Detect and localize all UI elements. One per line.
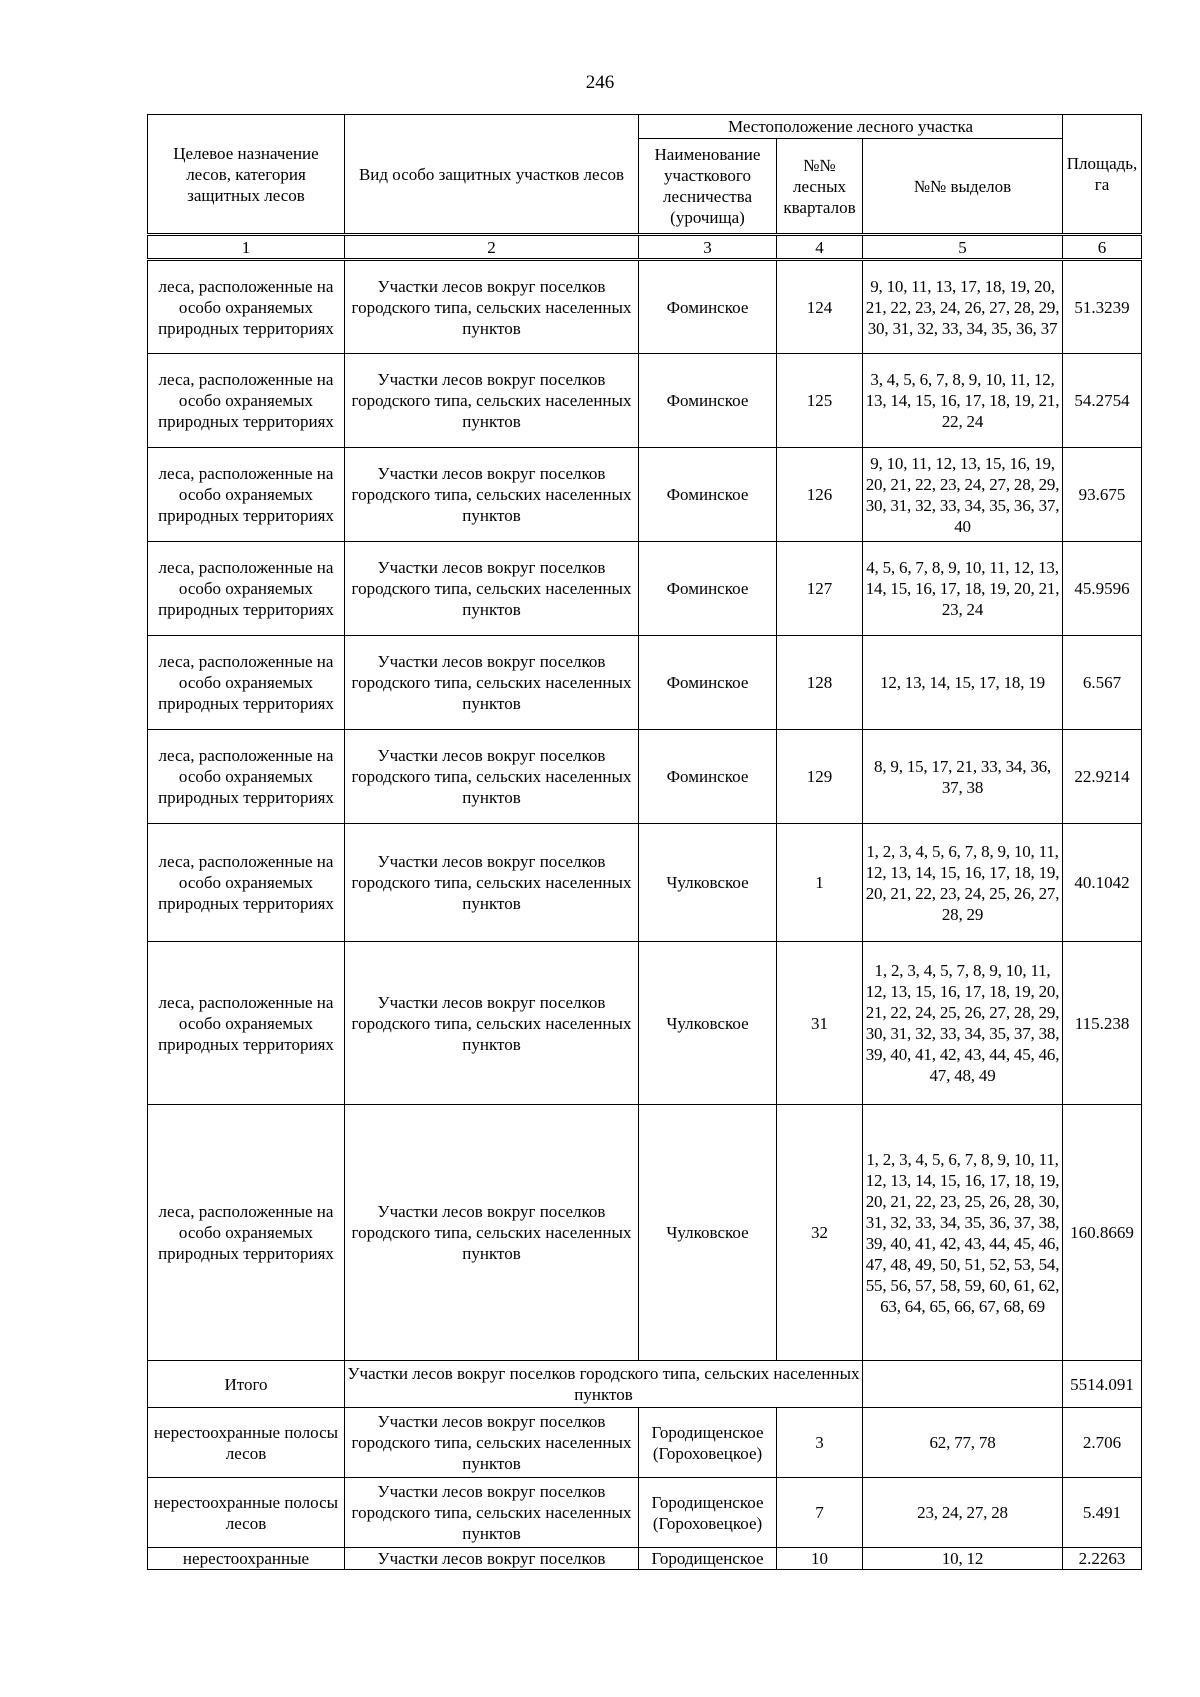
cell-area: 6.567 — [1063, 636, 1142, 730]
table-row — [148, 542, 1142, 636]
column-number: 2 — [345, 235, 639, 260]
cell-quarter: 129 — [777, 730, 863, 824]
cell-quarter: 3 — [777, 1408, 863, 1478]
cell-area: 2.706 — [1063, 1408, 1142, 1478]
cell-purpose: леса, расположенные на особо охраняемых природных территориях — [148, 942, 345, 1105]
table-row — [148, 1548, 1142, 1570]
cell-area: 40.1042 — [1063, 824, 1142, 942]
column-number: 3 — [639, 235, 777, 260]
cell-forestry: Чулковское — [639, 1105, 777, 1361]
table-row — [148, 824, 1142, 942]
cell-purpose: нерестоохранные полосы лесов — [148, 1408, 345, 1478]
cell-purpose: леса, расположенные на особо охраняемых природных территориях — [148, 824, 345, 942]
cell-total-label: Итого — [148, 1361, 345, 1408]
cell-purpose: леса, расположенные на особо охраняемых природных территориях — [148, 1105, 345, 1361]
cell-quarter: 125 — [777, 354, 863, 448]
header-location-group: Местоположение лесного участка — [639, 115, 1063, 139]
cell-area: 54.2754 — [1063, 354, 1142, 448]
cell-purpose: леса, расположенные на особо охраняемых природных территориях — [148, 542, 345, 636]
cell-quarter: 124 — [777, 260, 863, 354]
cell-forestry: Чулковское — [639, 942, 777, 1105]
cell-forestry: Фоминское — [639, 448, 777, 542]
cell-kind: Участки лесов вокруг поселков городского типа, сельских населенных пунктов — [345, 942, 639, 1105]
table-row — [148, 636, 1142, 730]
cell-purpose: леса, расположенные на особо охраняемых природных территориях — [148, 354, 345, 448]
cell-kind: Участки лесов вокруг поселков городского типа, сельских населенных пунктов — [345, 824, 639, 942]
cell-kind: Участки лесов вокруг поселков городского типа, сельских населенных пунктов — [345, 730, 639, 824]
cell-area: 5.491 — [1063, 1478, 1142, 1548]
header-area: Площадь, га — [1063, 115, 1142, 235]
cell-plots: 12, 13, 14, 15, 17, 18, 19 — [863, 636, 1063, 730]
cell-plots: 4, 5, 6, 7, 8, 9, 10, 11, 12, 13, 14, 15, 16, 17, 18, 19, 20, 21, 23, 24 — [863, 542, 1063, 636]
cell-quarter: 128 — [777, 636, 863, 730]
cell-purpose: леса, расположенные на особо охраняемых природных территориях — [148, 730, 345, 824]
cell-area: 22.9214 — [1063, 730, 1142, 824]
cell-kind: Участки лесов вокруг поселков городского типа, сельских населенных пунктов — [345, 1478, 639, 1548]
cell-area: 93.675 — [1063, 448, 1142, 542]
cell-plots: 1, 2, 3, 4, 5, 6, 7, 8, 9, 10, 11, 12, 13, 14, 15, 16, 17, 18, 19, 20, 21, 22, 23, 25, 26, 28, 30, 31, 32, 33, 34, 35, 36, 37, 38, 39, 40, 41, 42, 43, 44, 45, 46, 47, 48, 49, 50, 51, 52, 53, 54, 55, 56, 57, 58, 59, 60, 61, 62, 63, 64, 65, 66, 67, 68, 69 — [863, 1105, 1063, 1361]
cell-plots: 8, 9, 15, 17, 21, 33, 34, 36, 37, 38 — [863, 730, 1063, 824]
cell-total-area: 5514.091 — [1063, 1361, 1142, 1408]
cell-forestry: Фоминское — [639, 542, 777, 636]
header-quarter: №№ лесных кварталов — [777, 139, 863, 235]
table-row — [148, 1478, 1142, 1548]
cell-quarter: 7 — [777, 1478, 863, 1548]
header-purpose: Целевое назначение лесов, категория защитных лесов — [148, 115, 345, 235]
cell-forestry: Фоминское — [639, 260, 777, 354]
cell-area: 160.8669 — [1063, 1105, 1142, 1361]
column-number: 6 — [1063, 235, 1142, 260]
table-row — [148, 354, 1142, 448]
cell-purpose: леса, расположенные на особо охраняемых природных территориях — [148, 260, 345, 354]
total-row — [148, 1361, 1142, 1408]
cell-quarter: 1 — [777, 824, 863, 942]
cell-plots: 23, 24, 27, 28 — [863, 1478, 1063, 1548]
cell-plots: 9, 10, 11, 12, 13, 15, 16, 19, 20, 21, 22, 23, 24, 27, 28, 29, 30, 31, 32, 33, 34, 35, 36, 37, 40 — [863, 448, 1063, 542]
column-number: 1 — [148, 235, 345, 260]
cell-total-kind: Участки лесов вокруг поселков городского типа, сельских населенных пунктов — [345, 1361, 863, 1408]
cell-plots: 3, 4, 5, 6, 7, 8, 9, 10, 11, 12, 13, 14, 15, 16, 17, 18, 19, 21, 22, 24 — [863, 354, 1063, 448]
cell-quarter: 126 — [777, 448, 863, 542]
cell-plots: 1, 2, 3, 4, 5, 6, 7, 8, 9, 10, 11, 12, 13, 14, 15, 16, 17, 18, 19, 20, 21, 22, 23, 24, 25, 26, 27, 28, 29 — [863, 824, 1063, 942]
cell-kind: Участки лесов вокруг поселков городского типа, сельских населенных пунктов — [345, 354, 639, 448]
cell-quarter: 31 — [777, 942, 863, 1105]
cell-kind: Участки лесов вокруг поселков — [345, 1548, 639, 1570]
cell-quarter: 32 — [777, 1105, 863, 1361]
cell-kind: Участки лесов вокруг поселков городского типа, сельских населенных пунктов — [345, 448, 639, 542]
cell-kind: Участки лесов вокруг поселков городского типа, сельских населенных пунктов — [345, 542, 639, 636]
header-kind: Вид особо защитных участков лесов — [345, 115, 639, 235]
column-number: 5 — [863, 235, 1063, 260]
cell-plots: 9, 10, 11, 13, 17, 18, 19, 20, 21, 22, 23, 24, 26, 27, 28, 29, 30, 31, 32, 33, 34, 35, 36, 37 — [863, 260, 1063, 354]
cell-kind: Участки лесов вокруг поселков городского типа, сельских населенных пунктов — [345, 1105, 639, 1361]
cell-kind: Участки лесов вокруг поселков городского типа, сельских населенных пунктов — [345, 636, 639, 730]
cell-plots: 10, 12 — [863, 1548, 1063, 1570]
cell-forestry: Городищенское (Гороховецкое) — [639, 1478, 777, 1548]
cell-plots: 62, 77, 78 — [863, 1408, 1063, 1478]
table-row — [148, 1408, 1142, 1478]
cell-forestry: Городищенское — [639, 1548, 777, 1570]
cell-total-empty — [863, 1361, 1063, 1408]
cell-quarter: 127 — [777, 542, 863, 636]
cell-kind: Участки лесов вокруг поселков городского типа, сельских населенных пунктов — [345, 1408, 639, 1478]
cell-purpose: нерестоохранные — [148, 1548, 345, 1570]
cell-forestry: Фоминское — [639, 636, 777, 730]
cell-kind: Участки лесов вокруг поселков городского типа, сельских населенных пунктов — [345, 260, 639, 354]
cell-plots: 1, 2, 3, 4, 5, 7, 8, 9, 10, 11, 12, 13, 15, 16, 17, 18, 19, 20, 21, 22, 24, 25, 26, 27, 28, 29, 30, 31, 32, 33, 34, 35, 37, 38, 39, 40, 41, 42, 43, 44, 45, 46, 47, 48, 49 — [863, 942, 1063, 1105]
forest-plots-table — [147, 114, 1142, 1570]
cell-purpose: леса, расположенные на особо охраняемых природных территориях — [148, 448, 345, 542]
cell-area: 2.2263 — [1063, 1548, 1142, 1570]
cell-area: 45.9596 — [1063, 542, 1142, 636]
cell-purpose: нерестоохранные полосы лесов — [148, 1478, 345, 1548]
table-row — [148, 942, 1142, 1105]
cell-forestry: Чулковское — [639, 824, 777, 942]
cell-forestry: Фоминское — [639, 730, 777, 824]
table-row — [148, 448, 1142, 542]
header-row-top — [148, 115, 1142, 139]
header-forestry: Наименование участкового лесничества (урочища) — [639, 139, 777, 235]
cell-area: 115.238 — [1063, 942, 1142, 1105]
cell-forestry: Городищенское (Гороховецкое) — [639, 1408, 777, 1478]
cell-quarter: 10 — [777, 1548, 863, 1570]
cell-area: 51.3239 — [1063, 260, 1142, 354]
column-numbers-row — [148, 235, 1142, 260]
table-row — [148, 1105, 1142, 1361]
header-plots: №№ выделов — [863, 139, 1063, 235]
table-row — [148, 730, 1142, 824]
page-number: 246 — [585, 72, 615, 93]
table-row — [148, 260, 1142, 354]
cell-purpose: леса, расположенные на особо охраняемых природных территориях — [148, 636, 345, 730]
cell-forestry: Фоминское — [639, 354, 777, 448]
column-number: 4 — [777, 235, 863, 260]
